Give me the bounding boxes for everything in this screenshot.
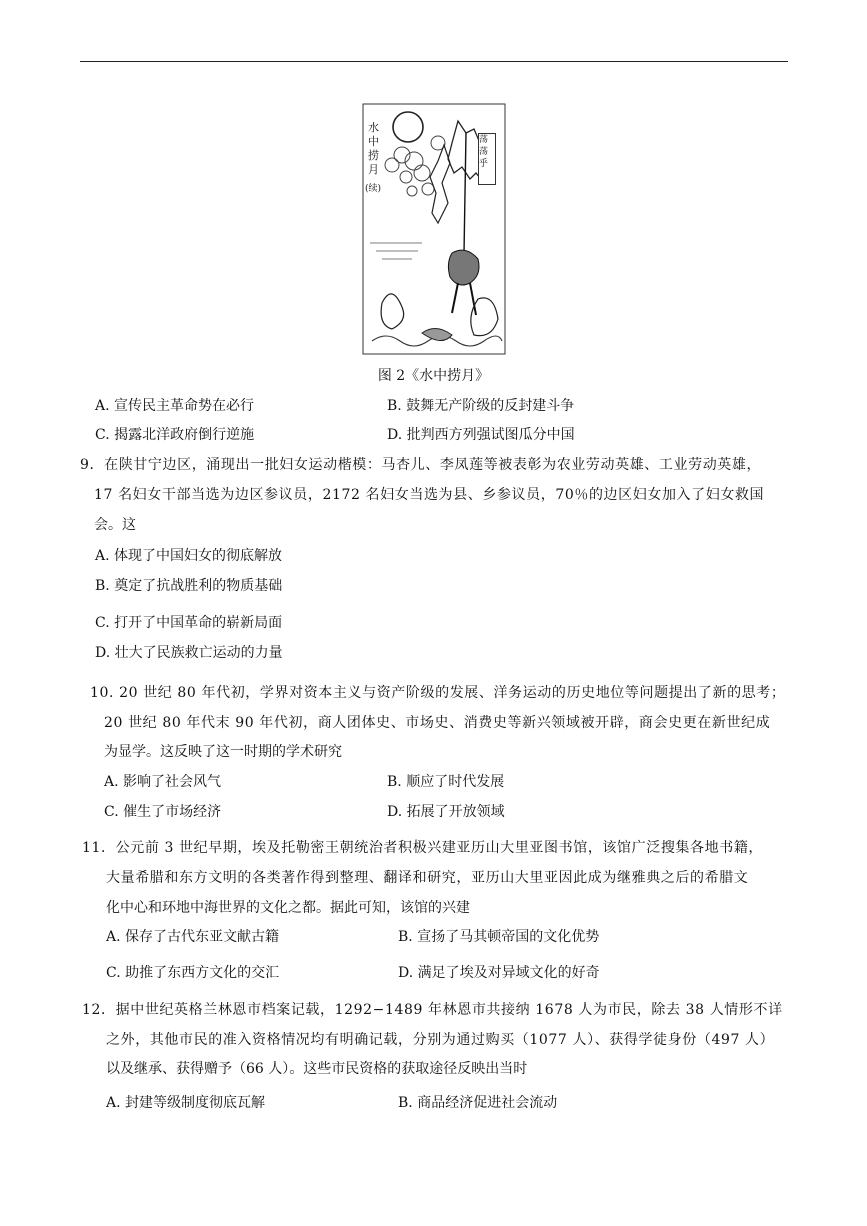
- q10-option-a: A. 影响了社会风气: [104, 774, 222, 790]
- q12-stem-line2: 之外，其他市民的准入资格情况均有明确记载，分别为通过购买（1077 人）、获得学徒身份（497 人）: [106, 1032, 775, 1048]
- q10-stem-line3: 为显学。这反映了这一时期的学术研究: [104, 744, 342, 760]
- q9-option-c: C. 打开了中国革命的崭新局面: [95, 615, 283, 631]
- q10-option-b: B. 顺应了时代发展: [387, 774, 505, 790]
- q9-stem-line3: 会。这: [94, 517, 136, 533]
- q8-option-a: A. 宣传民主革命势在必行: [95, 398, 255, 414]
- q9-stem-line1: 9．在陕甘宁边区，涌现出一批妇女运动楷模：马杏儿、李凤莲等被表彰为农业劳动英雄、工业劳动英雄，: [80, 457, 762, 473]
- q12-option-a: A. 封建等级制度彻底瓦解: [106, 1095, 266, 1111]
- q11-option-a: A. 保存了古代东亚文献古籍: [106, 929, 280, 945]
- q9-option-d: D. 壮大了民族救亡运动的力量: [95, 645, 283, 661]
- q11-option-d: D. 满足了埃及对异域文化的好奇: [398, 965, 600, 981]
- q9-stem-line2: 17 名妇女干部当选为边区参议员，2172 名妇女当选为县、乡参议员，70％的边区妇女加入了妇女救国: [94, 487, 765, 503]
- q8-option-d: D. 批判西方列强试图瓜分中国: [387, 427, 575, 443]
- figure-caption: 图 2《水中捞月》: [377, 368, 490, 384]
- q8-option-c: C. 揭露北洋政府倒行逆施: [95, 427, 255, 443]
- q10-option-d: D. 拓展了开放领域: [387, 804, 505, 820]
- q9-option-a: A. 体现了中国妇女的彻底解放: [95, 548, 283, 564]
- q11-option-c: C. 助推了东西方文化的交汇: [106, 965, 280, 981]
- q9-option-b: B. 奠定了抗战胜利的物质基础: [95, 578, 283, 594]
- q8-option-b: B. 鼓舞无产阶级的反封建斗争: [387, 398, 575, 414]
- q12-option-b: B. 商品经济促进社会流动: [398, 1095, 558, 1111]
- banner-text: 荡荡乎: [478, 133, 496, 185]
- q11-stem-line2: 大量希腊和东方文明的各类著作得到整理、翻译和研究，亚历山大里亚因此成为继雅典之后的希腊文: [106, 870, 749, 886]
- q10-stem-line1: 10. 20 世纪 80 年代初，学界对资本主义与资产阶级的发展、洋务运动的历史地位等问题提出了新的思考；: [90, 685, 786, 701]
- vertical-title: 水中捞月: [368, 121, 379, 176]
- q11-stem-line1: 11．公元前 3 世纪早期，埃及托勒密王朝统治者积极兴建亚历山大里亚图书馆，该馆广泛搜集各地书籍，: [82, 840, 764, 856]
- cartoon-illustration: [362, 103, 506, 355]
- vertical-note: (续): [365, 184, 382, 194]
- q12-stem-line1: 12．据中世纪英格兰林恩市档案记载，1292−1489 年林恩市共接纳 1678 人为市民，除去 38 人情形不详: [82, 1002, 783, 1018]
- q11-stem-line3: 化中心和环地中海世界的文化之都。据此可知，该馆的兴建: [106, 900, 470, 916]
- q10-stem-line2: 20 世纪 80 年代末 90 年代初，商人团体史、市场史、消费史等新兴领域被开辟，商会史更在新世纪成: [104, 715, 771, 731]
- q10-option-c: C. 催生了市场经济: [104, 804, 222, 820]
- q11-option-b: B. 宣扬了马其顿帝国的文化优势: [398, 929, 600, 945]
- header-rule: [80, 61, 788, 62]
- q12-stem-line3: 以及继承、获得赠予（66 人）。这些市民资格的获取途径反映出当时: [106, 1061, 528, 1077]
